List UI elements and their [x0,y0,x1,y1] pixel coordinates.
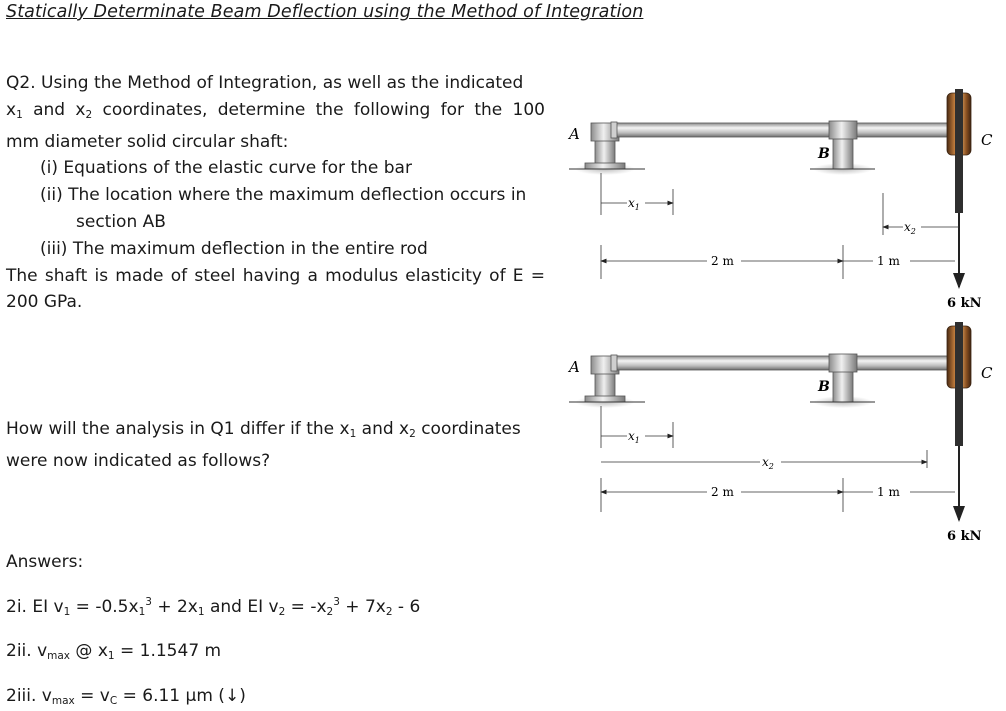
q2-line3: mm diameter solid circular shaft: [6,131,289,152]
dim-1m: 1 m [877,254,900,268]
label-c: C [981,364,993,382]
q2-shaft-line: The shaft is made of steel having a modulus elasticity of E = [6,265,545,286]
followup-line2: were now indicated as follows? [6,450,271,471]
dim-2m: 2 m [711,254,734,268]
q2-item-1: (i) Equations of the elastic curve for the bar [40,158,412,179]
question-followup [6,416,546,475]
shaft [615,123,953,137]
x2-label: $x_2$ [762,455,774,471]
answer-2i: 2i. EI $v_1 = -0.5x_1^3 + 2x_1$ and EI $v_2 = -x_2^3 + 7x_2 - 6$ [6,596,421,618]
beam-figure-2 [555,318,1000,548]
label-b: B [818,146,830,162]
x1-label: $x_1$ [628,196,640,212]
beam-figure-1 [555,85,1000,315]
x2-label: $x_2$ [904,220,916,236]
dim-1m: 1 m [877,485,900,499]
answer-2iii: 2iii. $v_{max} = v_C = 6.11$ µm (↓) [6,686,246,707]
question-q2 [6,70,546,316]
answer-2ii: 2ii. $v_{max}$ @ $x_1 = 1.1547$ m [6,641,222,662]
dim-2m: 2 m [711,485,734,499]
q2-item-3: (iii) The maximum deflection in the entire rod [40,238,428,259]
load-label: 6 kN [947,296,982,311]
label-c: C [981,131,993,149]
answers-heading: Answers: [6,552,84,572]
down-arrow-icon: ↓ [224,686,240,706]
q2-item-2-cont: section AB [76,211,166,232]
label-a: A [569,125,580,143]
label-a: A [569,358,580,376]
bearing-b [833,368,853,402]
shaft [615,356,953,370]
q2-item-2: (ii) The location where the maximum deflection occurs in [40,185,527,206]
label-b: B [818,379,830,395]
q2-line2: $x_1$ and $x_2$ coordinates, determine the following for the 100 [6,99,545,121]
page-title: Statically Determinate Beam Deflection using the Method of Integration [6,2,644,22]
bearing-b [833,135,853,169]
x1-label: $x_1$ [628,429,640,445]
load-label: 6 kN [947,529,982,544]
q2-gpa-line: 200 GPa. [6,292,83,313]
q2-line1: Q2. Using the Method of Integration, as well as the indicated [6,73,524,93]
followup-line1: How will the analysis in Q1 differ if the $x_1$ and $x_2$ coordinates [6,419,521,440]
